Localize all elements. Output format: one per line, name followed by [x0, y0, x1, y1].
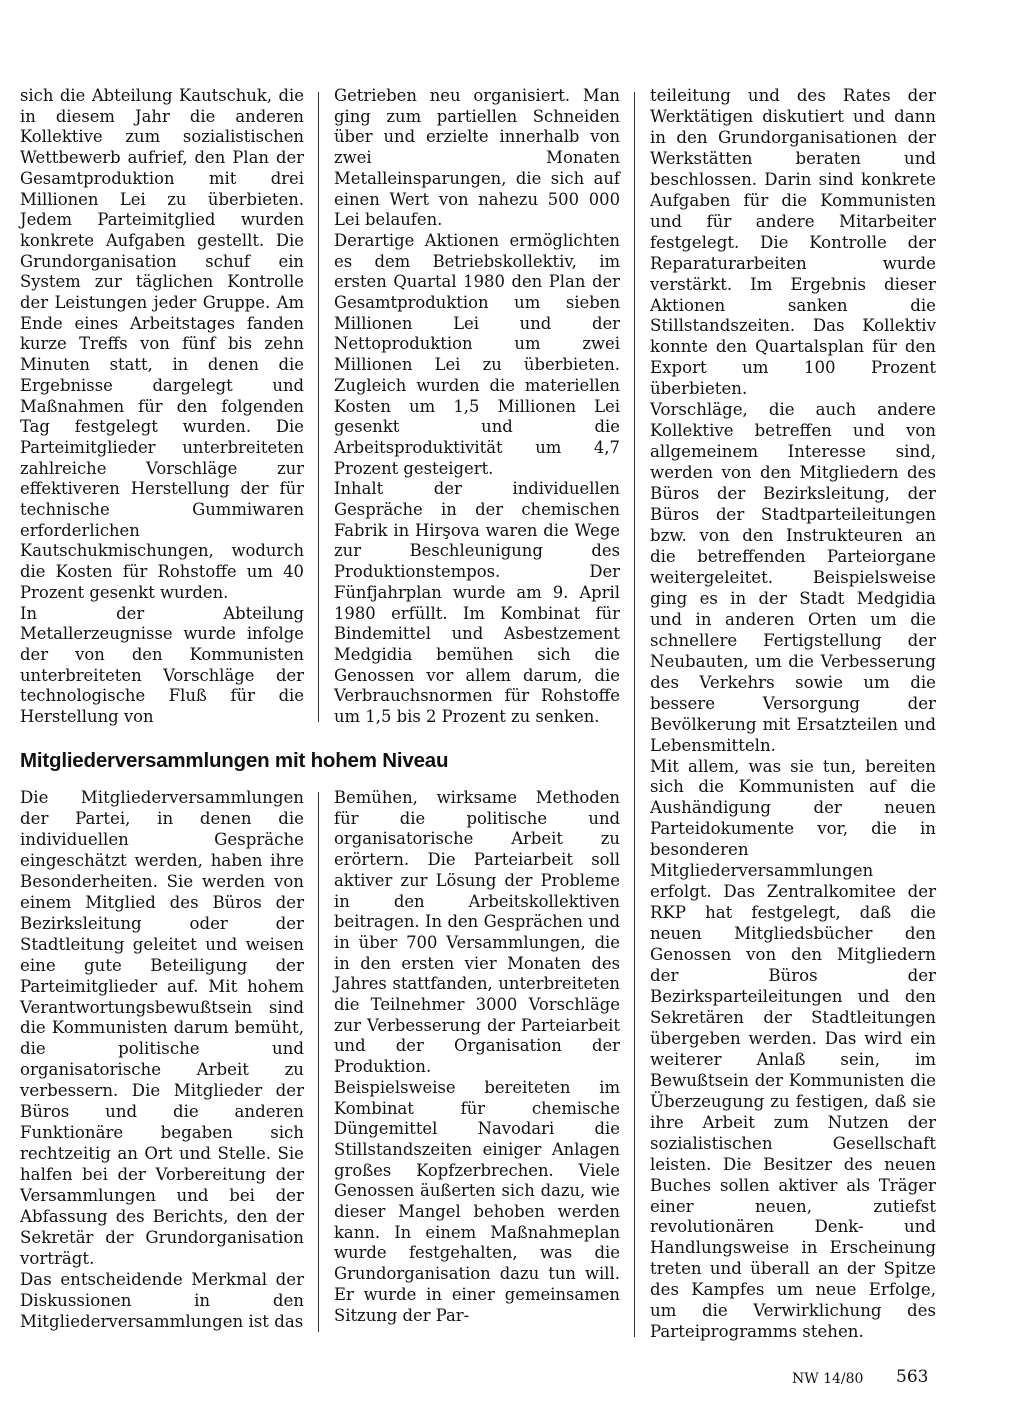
paragraph: Das entscheidende Merkmal der Diskussionen in den Mitgliederversammlungen ist das [20, 1269, 304, 1331]
column-3 [650, 86, 936, 1343]
paragraph: Vorschläge, die auch andere Kollektive betreffen und von allgemeinem Interesse sind, werden von den Mitgliedern des Büros der Bezirksleitung, der Büros der Stadtparteileitungen bzw. von den Instrukteuren an die betreffenden Parteiorgane weitergeleitet. Beispielsweise ging es in der Stadt Medgidia und in anderen Orten um die schnellere Fertigstellung der Neubauten, um die Verbesserung des Verkehrs sowie um die bessere Versorgung der Bevölkerung mit Ersatzteilen und Lebensmitteln. [650, 400, 936, 755]
column-rule-lower-1 [318, 792, 319, 1332]
column-1-lower [20, 788, 304, 1333]
column-rule-upper-1 [318, 92, 319, 722]
issue-label: NW 14/80 [792, 1371, 864, 1387]
paragraph: Getrieben neu organisiert. Man ging zum partiellen Schneiden über und erzielte innerhalb von zwei Monaten Metalleinsparungen, die sich auf einen Wert von nahezu 500 000 Lei belaufen. [334, 86, 620, 230]
paragraph: Mit allem, was sie tun, bereiten sich die Kommunisten auf die Aushändigung der neuen Parteidokumente vor, die in besonderen Mitgliederversammlungen erfolgt. Das Zentralkomitee der RKP hat festgelegt, daß die neuen Mitgliedsbücher den Genossen von den Mitgliedern der Büros der Bezirksparteileitungen und den Sekretären der Stadtleitungen übergeben werden. Das wird ein weiterer Anlaß sein, im Bewußtsein der Kommunisten die Überzeugung zu festigen, daß sie ihre Arbeit zum Nutzen der sozialistischen Gesellschaft leisten. Die Besitzer des neuen Buches sollen aktiver als Träger einer neuen, zutiefst revolutionären Denk- und Handlungsweise in Erscheinung treten und überall an der Spitze des Kampfes um neue Erfolge, um die Verwirklichung des Parteiprogramms stehen. [650, 756, 936, 1342]
paragraph: teileitung und des Rates der Werktätigen diskutiert und dann in den Grundorganisationen der Werkstätten beraten und beschlossen. Darin sind konkrete Aufgaben für die Kommunisten und für andere Mitarbeiter festgelegt. Die Kontrolle der Reparaturarbeiten wurde verstärkt. Im Ergebnis dieser Aktionen sanken die Stillstandszeiten. Das Kollektiv konnte den Quartalsplan für den Export um 100 Prozent überbieten. [650, 86, 936, 399]
paragraph: Bemühen, wirksame Methoden für die politische und organisatorische Arbeit zu erörtern. Die Parteiarbeit soll aktiver zur Lösung der Probleme in den Arbeitskollektiven beitragen. In den Gesprächen und in über 700 Versammlungen, die in den ersten vier Monaten des Jahres stattfanden, unterbreiteten die Teilnehmer 3000 Vorschläge zur Verbesserung der Parteiarbeit und der Organisation der Produktion. [334, 788, 620, 1077]
paragraph: sich die Abteilung Kautschuk, die in diesem Jahr die anderen Kollektive zum sozialistischen Wettbewerb aufrief, den Plan der Gesamtproduktion mit drei Millionen Lei zu überbieten. Jedem Parteimitglied wurden konkrete Aufgaben gestellt. Die Grundorganisation schuf ein System zur täglichen Kontrolle der Leistungen jeder Gruppe. Am Ende eines Arbeitstages fanden kurze Treffs von fünf bis zehn Minuten statt, in denen die Ergebnisse dargelegt und Maßnahmen für den folgenden Tag festgelegt wurden. Die Parteimitglieder unterbreiteten zahlreiche Vorschläge zur effektiveren Herstellung der für technische Gummiwaren erforderlichen Kautschukmischungen, wodurch die Kosten für Rohstoffe um 40 Prozent gesenkt wurden. [20, 86, 304, 602]
column-2-lower [334, 788, 620, 1326]
column-rule-2 [634, 92, 635, 1337]
section-heading: Mitgliederversammlungen mit hohem Niveau [20, 749, 449, 772]
paragraph: Beispielsweise bereiteten im Kombinat für chemische Düngemittel Navodari die Stillstandszeiten einiger Anlagen großes Kopfzerbrechen. Viele Genossen äußerten sich dazu, wie dieser Mangel behoben werden kann. In einem Maßnahmeplan wurde festgehalten, was die Grundorganisation dazu tun will. Er wurde in einer gemeinsamen Sitzung der Par- [334, 1077, 620, 1325]
paragraph: Inhalt der individuellen Gespräche in der chemischen Fabrik in Hirşova waren die Wege zur Beschleunigung des Produktionstempos. Der Fünfjahrplan wurde am 9. April 1980 erfüllt. Im Kombinat für Bindemittel und Asbestzement Medgidia bemühen sich die Genossen vor allem darum, die Verbrauchsnormen für Rohstoffe um 1,5 bis 2 Prozent zu senken. [334, 479, 620, 727]
column-2-upper [334, 86, 620, 728]
column-1-upper [20, 86, 304, 728]
paragraph: In der Abteilung Metallerzeugnisse wurde infolge der von den Kommunisten unterbreiteten Vorschläge der technologische Fluß für die Herstellung von [20, 603, 304, 727]
page-number: 563 [896, 1367, 929, 1387]
paragraph: Derartige Aktionen ermöglichten es dem Betriebskollektiv, im ersten Quartal 1980 den Plan der Gesamtproduktion um sieben Millionen Lei und der Nettoproduktion um zwei Millionen Lei zu überbieten. Zugleich wurden die materiellen Kosten um 1,5 Millionen Lei gesenkt und die Arbeitsproduktivität um 4,7 Prozent gesteigert. [334, 230, 620, 478]
paragraph: Die Mitgliederversammlungen der Partei, in denen die individuellen Gespräche eingeschätzt werden, haben ihre Besonderheiten. Sie werden von einem Mitglied des Büros der Bezirksleitung oder der Stadtleitung geleitet und weisen eine gute Beteiligung der Parteimitglieder auf. Mit hohem Verantwortungsbewußtsein sind die Kommunisten darum bemüht, die politische und organisatorische Arbeit zu verbessern. Die Mitglieder der Büros und die anderen Funktionäre begaben sich rechtzeitig an Ort und Stelle. Sie halfen bei der Vorbereitung der Versammlungen und bei der Abfassung des Berichts, den der Sekretär der Grundorganisation vorträgt. [20, 788, 304, 1268]
